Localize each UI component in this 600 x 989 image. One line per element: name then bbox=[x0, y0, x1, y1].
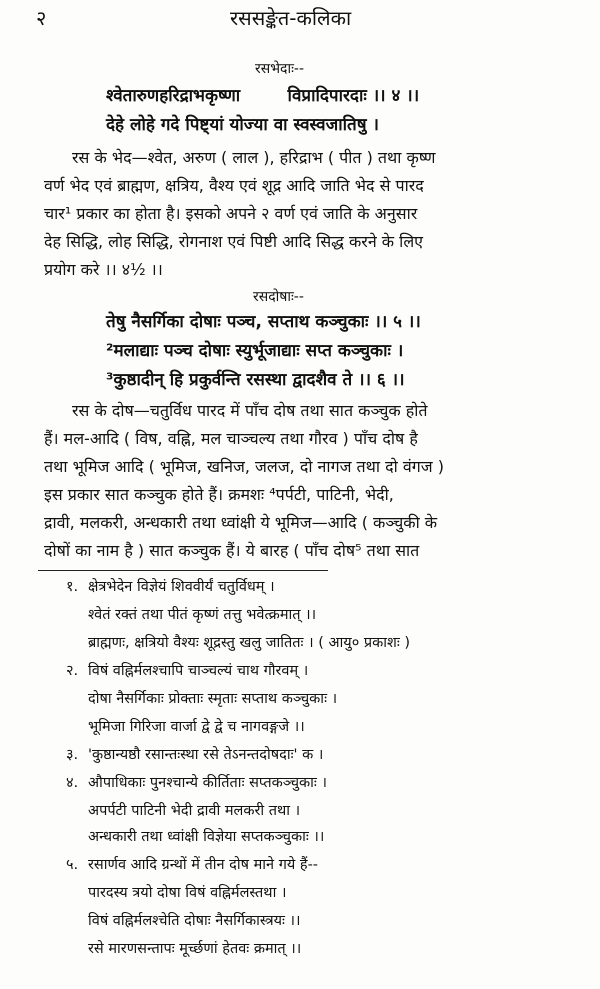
commentary-line: वर्ण भेद एवं ब्राह्मण, क्षत्रिय, वैश्य एवं शूद्र आदि जाति भेद से पारद bbox=[44, 176, 424, 195]
footnote-line: विषं वह्निर्मलश्चेति दोषाः नैसर्गिकास्त्रयः ।। bbox=[88, 913, 301, 929]
footnote-line: श्वेतं रक्तं तथा पीतं कृष्णं तत्तु भवेत्क्रमात् ।। bbox=[88, 607, 317, 623]
section-heading-rasadosha: रसदोषाः-- bbox=[253, 289, 304, 305]
footnote-line: औपाधिकाः पुनश्चान्ये कीर्तिताः सप्तकञ्चुकाः । bbox=[88, 775, 327, 791]
footnote-line: रसार्णव आदि ग्रन्थों में तीन दोष माने गये हैं-- bbox=[88, 857, 319, 873]
section-heading-rasabheda: रसभेदाः-- bbox=[255, 61, 305, 77]
commentary-line: रस के दोष—चतुर्विध पारद में पाँच दोष तथा सात कञ्चुक होते bbox=[72, 401, 428, 420]
commentary-line: द्रावी, मलकरी, अन्धकारी तथा ध्वांक्षी ये भूमिज—आदि ( कञ्चुकी के bbox=[44, 513, 438, 532]
footnote-line: क्षेत्रभेदेन विज्ञेयं शिववीर्यं चतुर्विधम् । bbox=[88, 579, 275, 595]
footnote-marker: १. bbox=[66, 579, 79, 595]
commentary-line: तथा भूमिज आदि ( भूमिज, खनिज, जलज, दो नागज तथा दो वंगज ) bbox=[44, 457, 444, 476]
footnote-line: ब्राह्मणः, क्षत्रियो वैश्यः शूद्रस्तु खलु जातितः । ( आयु० प्रकाशः ) bbox=[88, 635, 411, 651]
commentary-line: रस के भेद—श्वेत, अरुण ( लाल ), हरिद्राभ ( पीत ) तथा कृष्ण bbox=[72, 148, 436, 167]
footnote-marker: ५. bbox=[66, 857, 79, 873]
verse-line: श्वेतारुणहरिद्राभकृष्णा विप्रादिपारदाः ।। ४ ।। bbox=[106, 86, 420, 106]
footnote-line: भूमिजा गिरिजा वार्जा द्वे द्वे च नागवङ्गजे ।। bbox=[88, 719, 305, 735]
verse-line: ²मलाद्याः पञ्च दोषाः स्युर्भूजाद्याः सप्त कञ्चुकाः । bbox=[106, 341, 404, 361]
footnote-line: विषं वह्निर्मलश्चापि चाञ्चल्यं चाथ गौरवम् । bbox=[88, 663, 309, 679]
commentary-line: प्रयोग करे ।। ४½ ।। bbox=[44, 260, 163, 279]
footnote-line: दोषा नैसर्गिकाः प्रोक्ताः स्मृताः सप्ताथ कञ्चुकाः । bbox=[88, 691, 338, 707]
verse-line: देहे लोहे गदे पिष्ट्यां योज्या वा स्वस्वजातिषु । bbox=[106, 115, 379, 135]
commentary-line: हैं। मल-आदि ( विष, वह्नि, मल चाञ्चल्य तथा गौरव ) पाँच दोष है bbox=[44, 429, 418, 448]
footnote-line: रसे मारणसन्तापः मूर्च्छणां हेतवः क्रमात् ।। bbox=[88, 941, 302, 957]
commentary-line: दोषों का नाम है ) सात कञ्चुक हैं। ये बारह ( पाँच दोष⁵ तथा सात bbox=[44, 541, 420, 560]
commentary-line: चार¹ प्रकार का होता है। इसको अपने २ वर्ण एवं जाति के अनुसार bbox=[44, 204, 418, 223]
footnote-line: 'कुष्ठान्यष्ठौ रसान्तःस्था रसे तेऽनन्तदोषदाः' क । bbox=[88, 747, 324, 763]
commentary-line: इस प्रकार सात कञ्चुक होते हैं। क्रमशः ⁴पर्पटी, पाटिनी, भेदी, bbox=[44, 485, 394, 504]
book-title: रससङ्केत-कलिका bbox=[230, 6, 352, 30]
footnote-marker: ३. bbox=[66, 747, 79, 763]
footnote-marker: २. bbox=[66, 663, 79, 679]
footnote-line: अन्धकारी तथा ध्वांक्षी विज्ञेया सप्तकञ्चुकाः ।। bbox=[88, 829, 325, 845]
page-number: २ bbox=[36, 6, 47, 30]
footnote-divider bbox=[38, 570, 328, 571]
verse-line: तेषु नैसर्गिका दोषाः पञ्च, सप्ताथ कञ्चुकाः ।। ५ ।। bbox=[106, 312, 421, 332]
verse-line: ³कुष्ठादीन् हि प्रकुर्वन्ति रसस्था द्वादशैव ते ।। ६ ।। bbox=[106, 370, 405, 390]
footnote-line: पारदस्य त्रयो दोषा विषं वह्निर्मलस्तथा । bbox=[88, 885, 287, 901]
footnote-marker: ४. bbox=[66, 775, 79, 791]
commentary-line: देह सिद्धि, लोह सिद्धि, रोगनाश एवं पिष्टी आदि सिद्ध करने के लिए bbox=[44, 232, 424, 251]
footnote-line: अपर्पटी पाटिनी भेदी द्रावी मलकरी तथा । bbox=[88, 803, 301, 819]
